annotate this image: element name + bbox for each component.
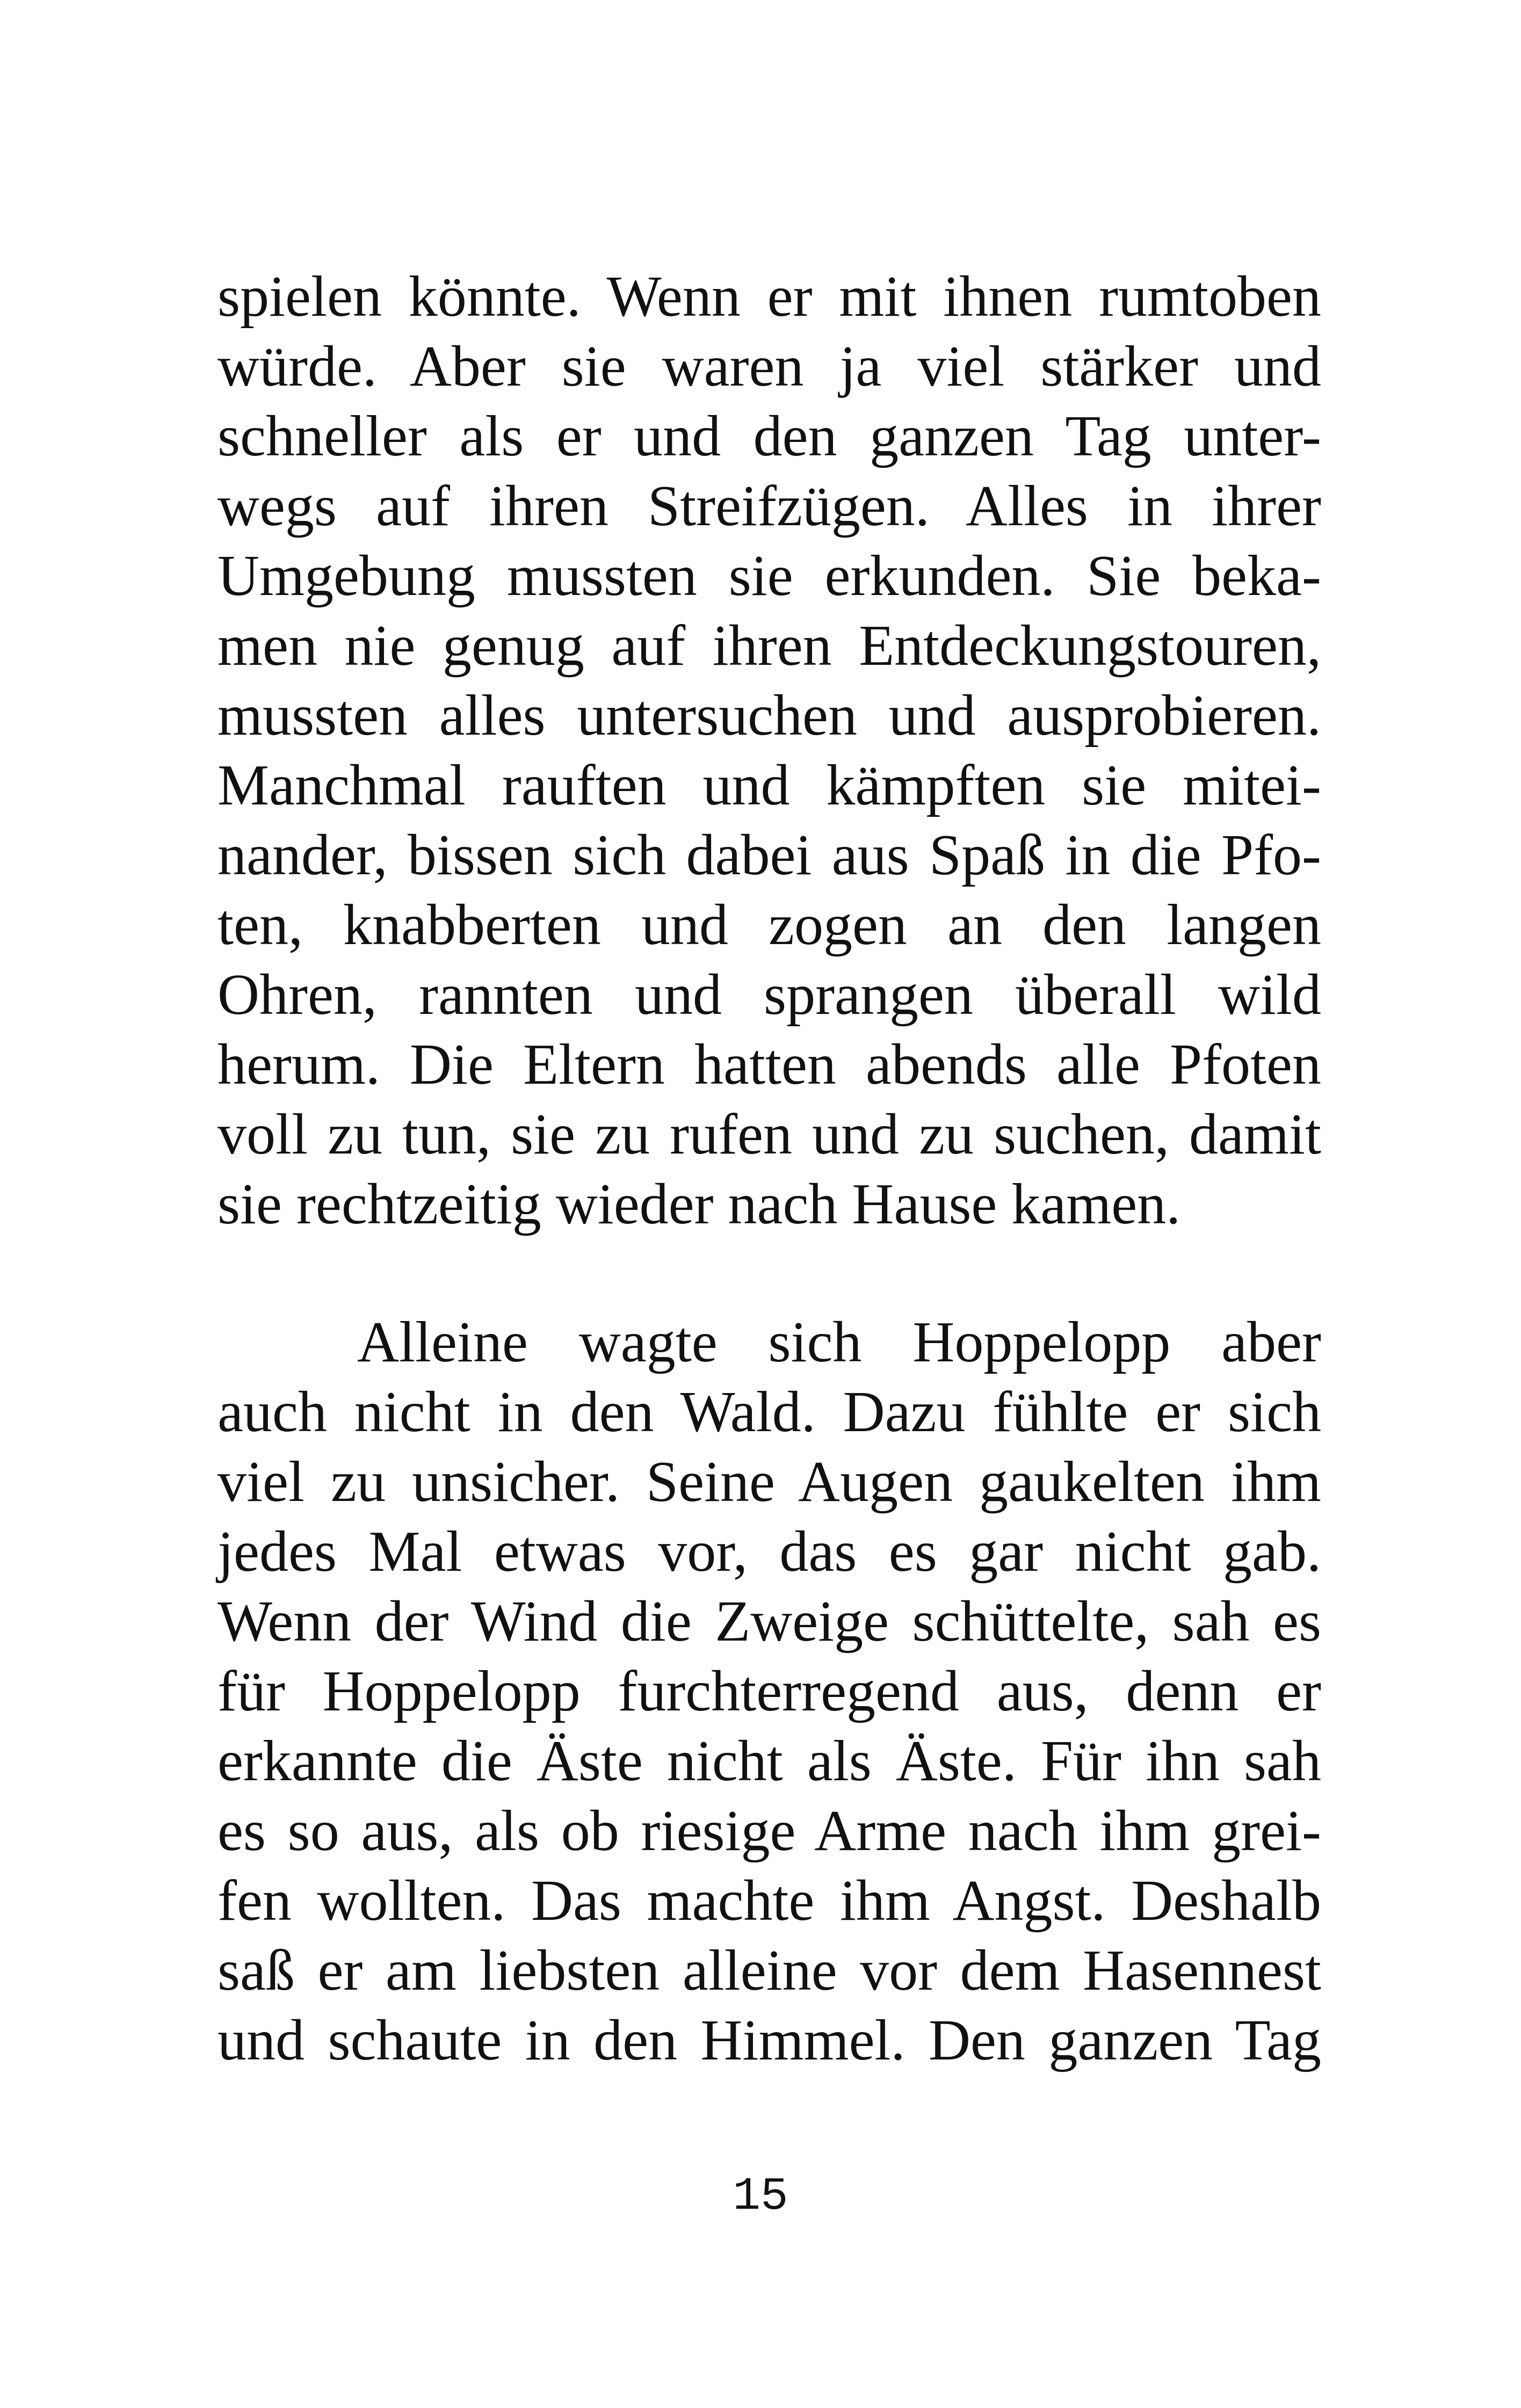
text-line: Umgebung mussten sie erkunden. Sie beka- [218,544,1321,608]
text-line: es so aus, als ob riesige Arme nach ihm grei- [218,1799,1321,1863]
text-line: fen wollten. Das machte ihm Angst. Deshalb [218,1869,1321,1933]
text-line: auch nicht in den Wald. Dazu fühlte er sich [218,1380,1321,1444]
text-line: sie rechtzeitig wieder nach Hause kamen. [218,1172,1181,1236]
text-line: Ohren, rannten und sprangen überall wild [218,963,1321,1027]
text-line: mussten alles untersuchen und ausprobieren. [218,684,1321,748]
text-line: Manchmal rauften und kämpften sie mitei- [218,753,1321,817]
paragraph-2 [218,1308,1321,2076]
text-line: schneller als er und den ganzen Tag unter- [218,404,1321,468]
text-line: wegs auf ihren Streifzügen. Alles in ihrer [218,474,1321,538]
text-line: ten, knabberten und zogen an den langen [218,893,1321,957]
text-line: voll zu tun, sie zu rufen und zu suchen, damit [218,1103,1321,1166]
text-line: viel zu unsicher. Seine Augen gaukelten ihm [218,1450,1321,1514]
text-line: für Hoppelopp furchterregend aus, denn er [218,1659,1321,1723]
text-line: jedes Mal etwas vor, das es gar nicht gab. [218,1520,1321,1584]
text-line: Wenn der Wind die Zweige schüttelte, sah es [218,1590,1321,1653]
text-line: spielen könnte. Wenn er mit ihnen rumtoben [218,265,1321,329]
text-line: Alleine wagte sich Hoppelopp aber [357,1310,1321,1374]
page-number: 15 [733,2170,788,2223]
text-line: saß er am liebsten alleine vor dem Hasennest [218,1939,1321,2003]
text-line: erkannte die Äste nicht als Äste. Für ihn sah [218,1729,1321,1793]
text-line: und schaute in den Himmel. Den ganzen Tag [218,2008,1321,2072]
text-line: würde. Aber sie waren ja viel stärker und [218,335,1321,398]
text-line: men nie genug auf ihren Entdeckungstouren, [218,614,1321,678]
text-line: nander, bissen sich dabei aus Spaß in die Pfo- [218,823,1321,887]
text-line: herum. Die Eltern hatten abends alle Pfoten [218,1033,1321,1097]
paragraph-1 [218,262,1321,1239]
